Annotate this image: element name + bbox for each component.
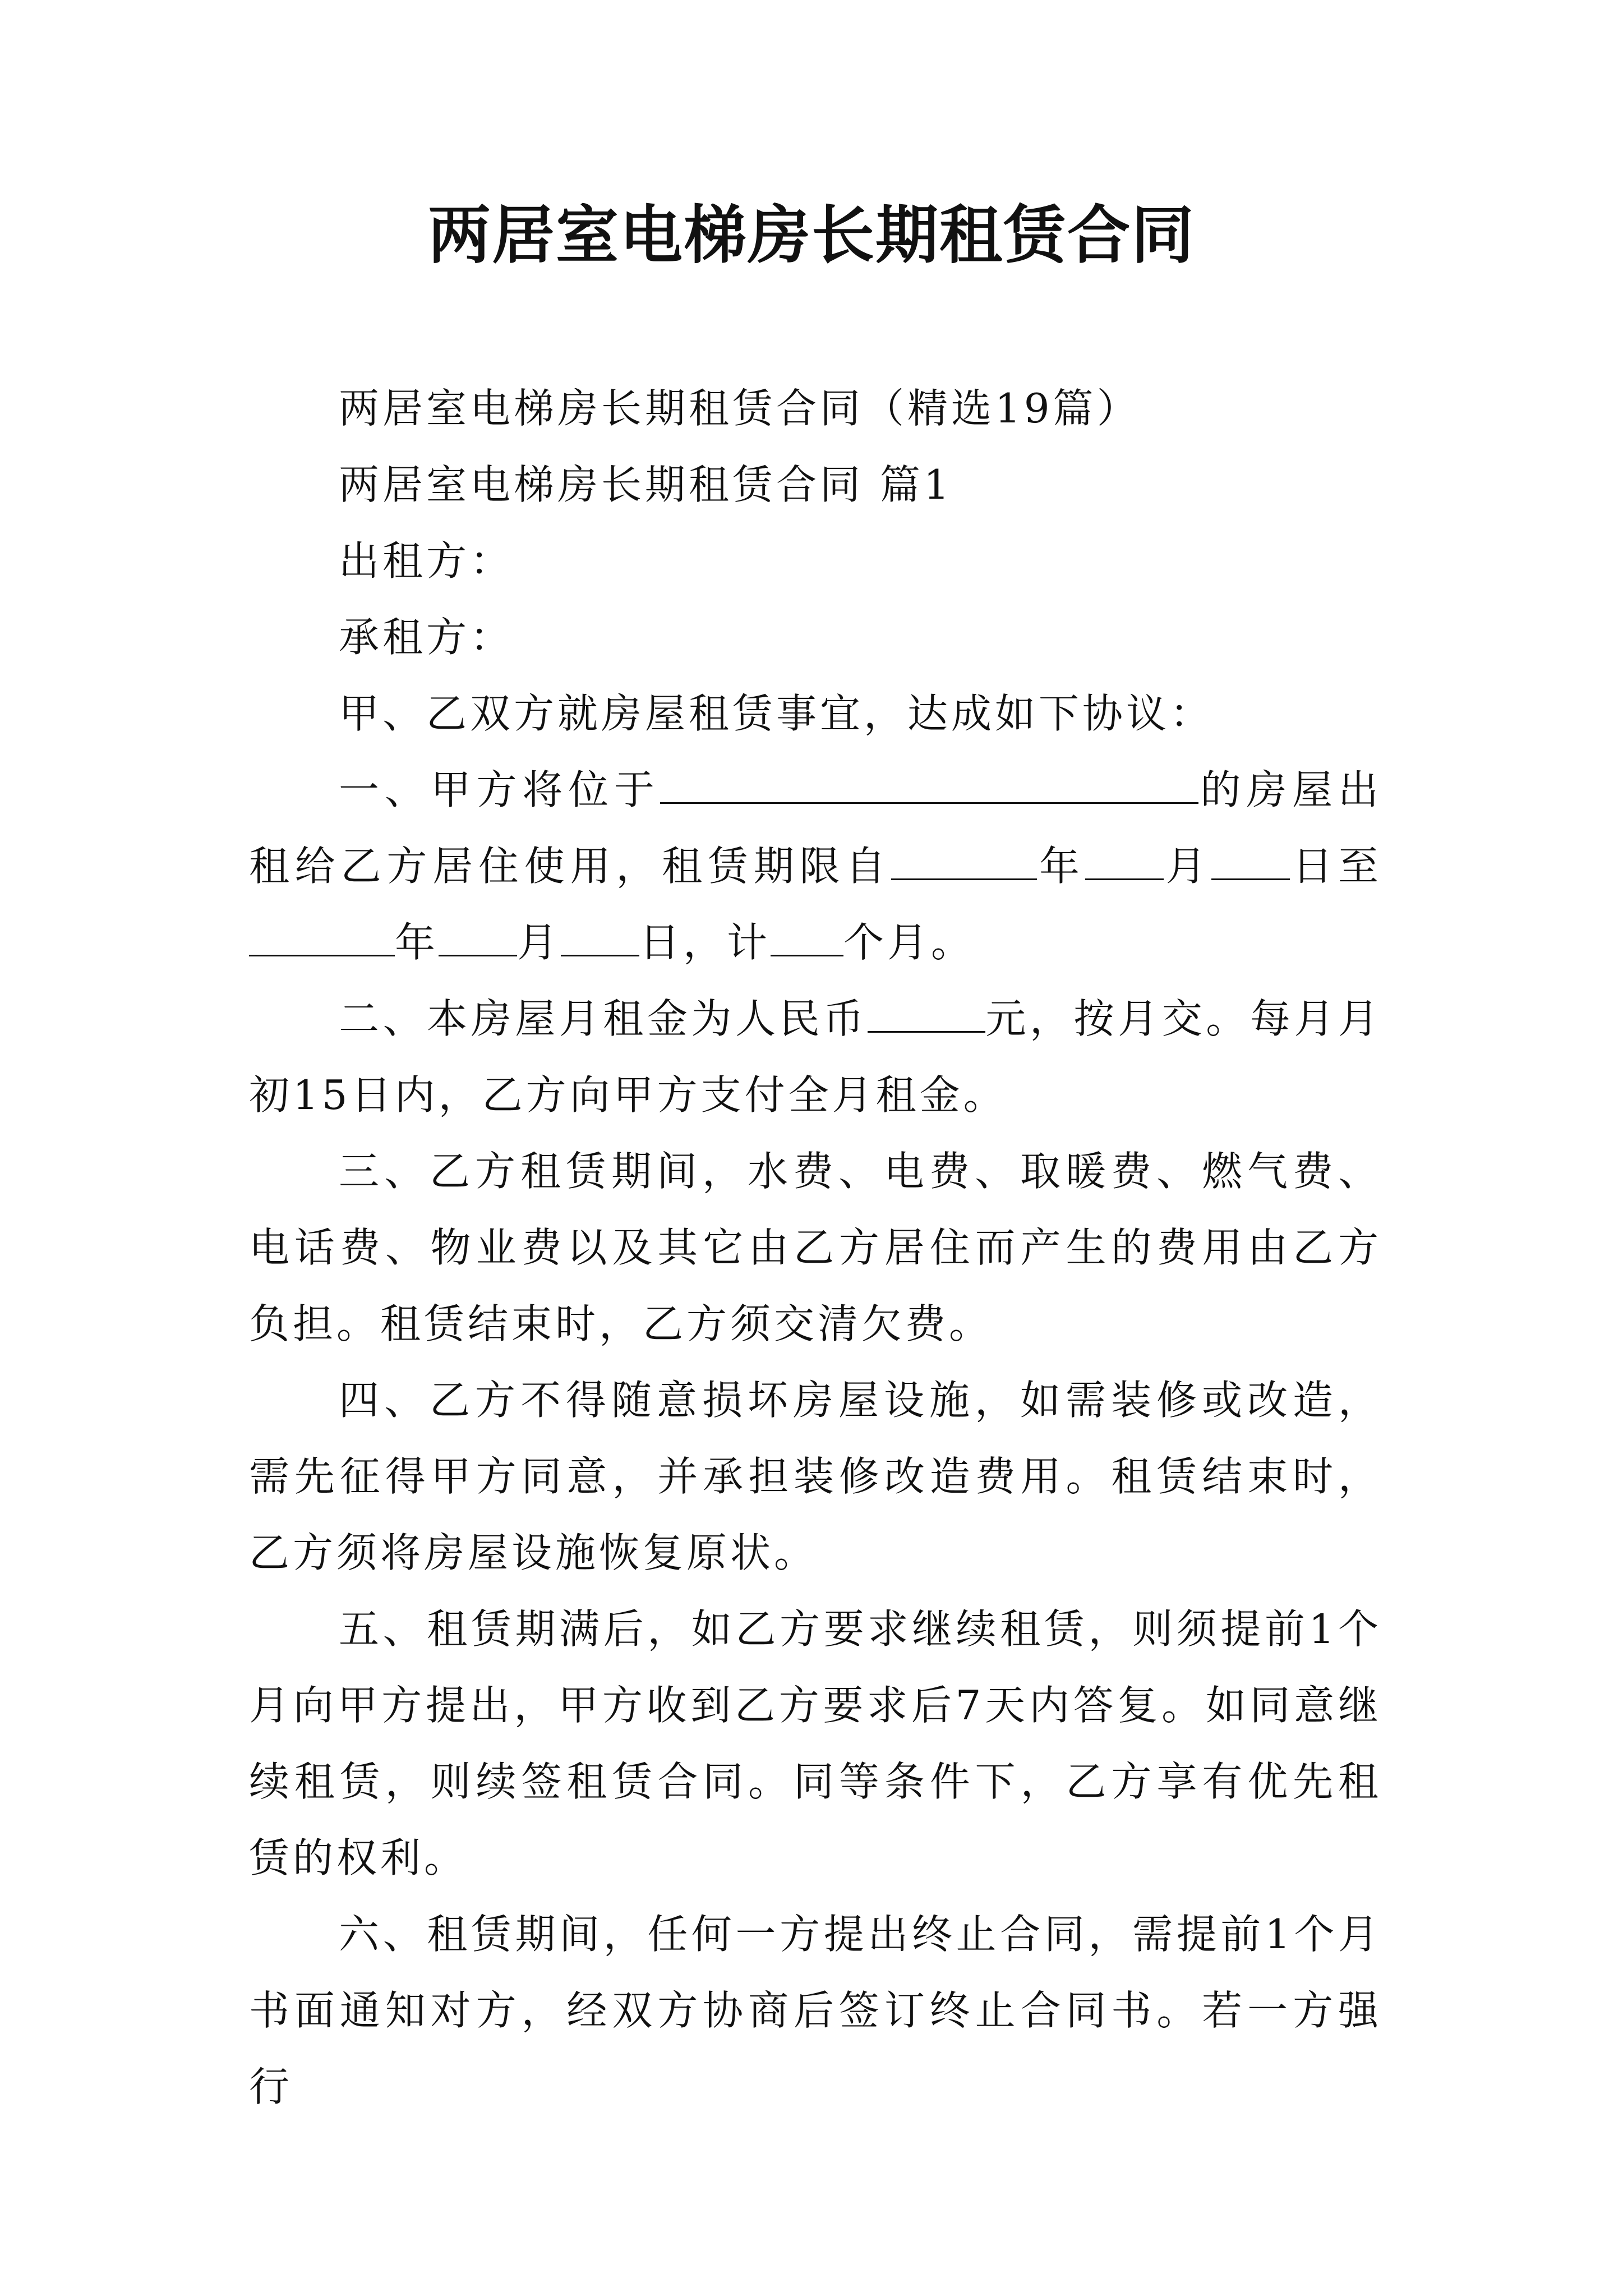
clause-1-part2: 的房屋出租给乙方居住使用，租赁期限自 <box>249 766 1382 890</box>
month-count-blank <box>771 915 843 956</box>
year-label: 年 <box>1037 843 1085 890</box>
lessor-label: 出租方： <box>339 537 514 585</box>
document-title: 两居室电梯房长期租赁合同 <box>428 199 1195 272</box>
clause-2 <box>249 981 1382 1133</box>
start-month-blank <box>1085 839 1164 880</box>
end-month-blank <box>439 915 517 956</box>
intro-paragraph: 甲、乙双方就房屋租赁事宜，达成如下协议： <box>339 690 1214 737</box>
day-label: 日至 <box>1290 843 1382 890</box>
lessee-label: 承租方： <box>339 614 514 661</box>
year-label: 年 <box>395 919 439 966</box>
clause-6: 六、租赁期间，任何一方提出终止合同，需提前1个月书面通知对方，经双方协商后签订终止合同书。若一方强行 <box>249 1911 1382 2110</box>
month-label: 月 <box>1163 843 1212 890</box>
end-day-blank <box>561 915 639 956</box>
clause-1 <box>249 752 1382 981</box>
clause-5: 五、租赁期满后，如乙方要求继续租赁，则须提前1个月向甲方提出，甲方收到乙方要求后7天内答复。如同意继续租赁，则续签租赁合同。同等条件下，乙方享有优先租赁的权利。 <box>249 1605 1382 1881</box>
end-year-blank <box>249 915 395 956</box>
address-blank <box>660 763 1198 804</box>
start-day-blank <box>1211 839 1290 880</box>
section-heading: 两居室电梯房长期租赁合同 篇1 <box>339 461 953 508</box>
document-body <box>249 370 1382 2125</box>
clause-2-part1: 二、本房屋月租金为人民币 <box>339 995 868 1042</box>
month-label: 月 <box>517 919 561 966</box>
start-year-blank <box>891 839 1037 880</box>
clause-2-part2: 元，按月交。每月月初15日内，乙方向甲方支付全月租金。 <box>249 995 1382 1119</box>
clause-3: 三、乙方租赁期间，水费、电费、取暖费、燃气费、电话费、物业费以及其它由乙方居住而产生的费用由乙方负担。租赁结束时，乙方须交清欠费。 <box>249 1148 1382 1347</box>
clause-4: 四、乙方不得随意损坏房屋设施，如需装修或改造，需先征得甲方同意，并承担装修改造费用。租赁结束时，乙方须将房屋设施恢复原状。 <box>249 1377 1382 1576</box>
clause-1-part1: 一、甲方将位于 <box>339 766 660 813</box>
subtitle: 两居室电梯房长期租赁合同（精选19篇） <box>339 385 1141 432</box>
months-label: 个月。 <box>843 919 975 966</box>
day-label: 日，计 <box>639 919 771 966</box>
rent-blank <box>868 992 985 1033</box>
